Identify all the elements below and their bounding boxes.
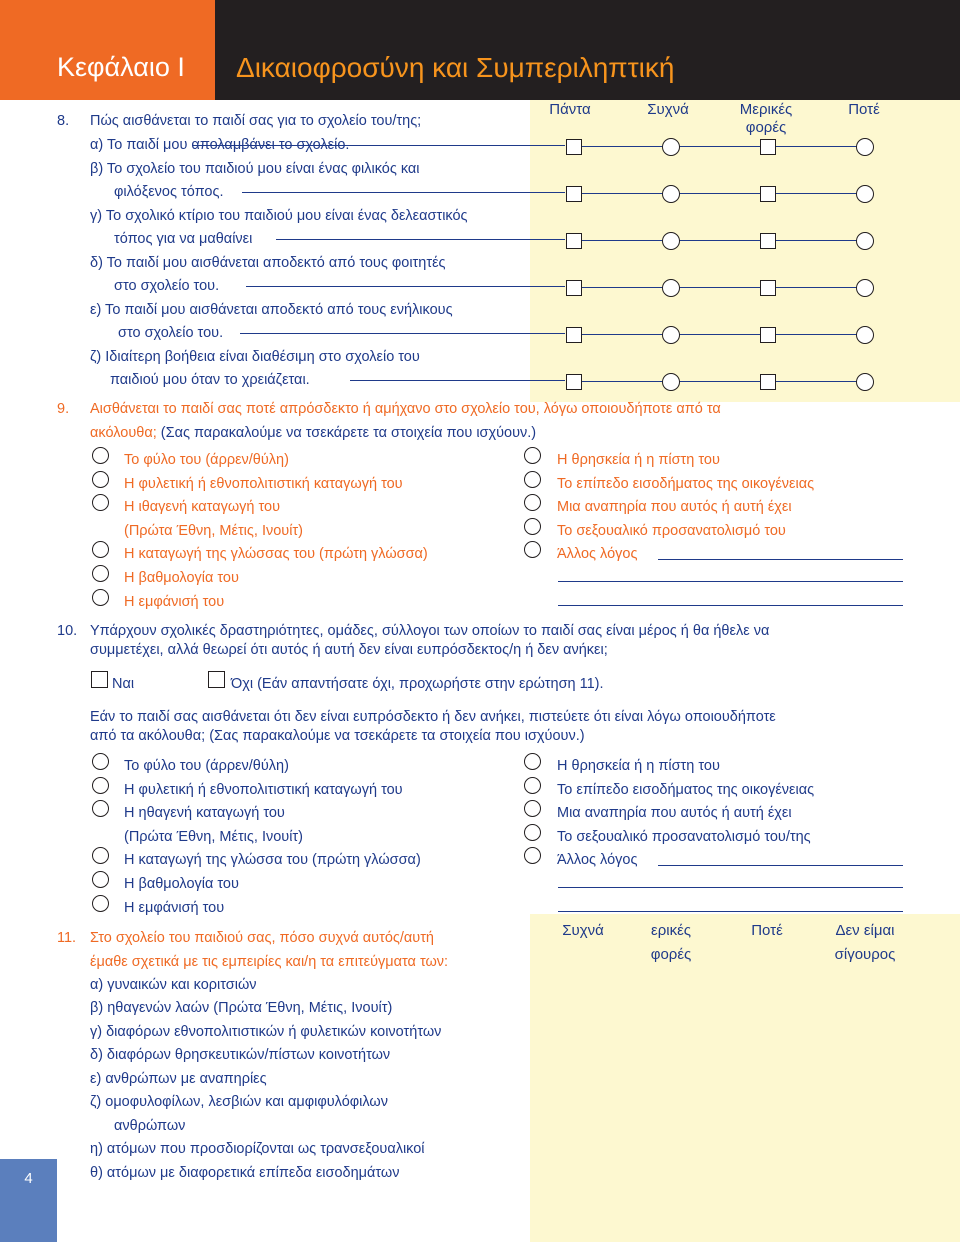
q10-opt-language: Η καταγωγή της γλώσσα του (πρώτη γλώσσα) [124,852,421,868]
q8-e-sometimes-checkbox[interactable] [760,327,776,343]
q11-question-2: έμαθε σχετικά με τις εμπειρίες και/η τα επιτεύγματα των: [90,954,449,970]
q10-language-radio[interactable] [92,847,109,864]
q11-item-g: η) ατόμων που προσδιορίζονται ως τρανσεξουαλικοί [90,1141,425,1157]
q8-b-always-checkbox[interactable] [566,186,582,202]
q8-e-never-radio[interactable] [856,326,874,344]
q8-f-often-radio[interactable] [662,373,680,391]
q10-disability-radio[interactable] [524,800,541,817]
q9-other-input-line-3[interactable] [558,605,903,606]
page-number: 4 [24,1170,33,1187]
q8-a-often-radio[interactable] [662,138,680,156]
q8-question: Πώς αισθάνεται το παιδί σας για το σχολείο του/της; [90,113,422,129]
q8-d-often-radio[interactable] [662,279,680,297]
q9-question-tail: ακόλουθα; [90,425,157,441]
q10-opt-religion: Η θρησκεία ή η πίστη του [557,758,720,774]
q9-opt-gender: Το φύλο του (άρρεν/θύλη) [124,452,289,468]
q11-item-a: α) γυναικών και κοριτσιών [90,977,257,993]
q11-col-sometimes-2: φορές [650,946,692,963]
q8-row-line [580,146,862,147]
q11-item-f-2: ανθρώπων [114,1118,186,1134]
q8-row-line [580,287,862,288]
q10-number: 10. [57,623,78,639]
q11-col-never: Ποτέ [751,922,783,939]
q9-opt-other: Άλλος λόγος [557,546,638,562]
q8-e-always-checkbox[interactable] [566,327,582,343]
q10-religion-radio[interactable] [524,753,541,770]
q8-leader-line [242,192,565,193]
q10-question: Υπάρχουν σχολικές δραστηριότητες, ομάδες, σύλλογοι των οποίων το παιδί σας είναι μέρος ή θα ήθελε να [90,623,770,639]
q8-item-f: ζ) Ιδιαίτερη βοήθεια είναι διαθέσιμη στο σχολείο του [90,349,420,365]
q10-opt-indigenous: Η ηθαγενή καταγωγή του [124,805,285,821]
q8-row-line [580,381,862,382]
q9-question: Αισθάνεται το παιδί σας ποτέ απρόσδεκτο ή αμήχανο στο σχολείο του, λόγω οποιουδήποτε από τα [90,401,721,417]
q8-leader-line [246,286,565,287]
q8-c-always-checkbox[interactable] [566,233,582,249]
q8-item-d: δ) Το παιδί μου αισθάνεται αποδεκτό από τους φοιτητές [90,255,446,271]
q10-no-label: Όχι [231,676,254,692]
q8-item-a: α) Το παιδί μου απολαμβάνει το σχολείο. [90,137,350,153]
q8-leader-line [350,380,565,381]
q11-item-e: ε) ανθρώπων με αναπηρίες [90,1071,267,1087]
q8-item-e-2: στο σχολείο του. [118,325,224,341]
q8-d-sometimes-checkbox[interactable] [760,280,776,296]
q9-opt-religion: Η θρησκεία ή η πίστη του [557,452,720,468]
q10-yes-label: Ναι [112,676,135,692]
q8-b-often-radio[interactable] [662,185,680,203]
q8-d-never-radio[interactable] [856,279,874,297]
q9-opt-orientation: Το σεξουαλικό προσανατολισμό του [557,523,786,539]
q10-no-note: (Εάν απαντήσατε όχι, προχωρήστε στην ερώτηση 11). [257,676,604,692]
q11-col-unsure: Δεν είμαι [835,922,895,939]
q8-item-c: γ) Το σχολικό κτίριο του παιδιού μου είναι ένας δελεαστικός [90,208,468,224]
q8-row-line [580,240,862,241]
q8-c-often-radio[interactable] [662,232,680,250]
q10-opt-ethnic: Η φυλετική ή εθνοπολιτιστική καταγωγή του [124,782,403,798]
q8-c-never-radio[interactable] [856,232,874,250]
q8-col-sometimes-2: φορές [745,119,787,136]
q11-col-unsure-2: σίγουρος [834,946,896,963]
q8-item-d-2: στο σχολείο του. [114,278,220,294]
q8-item-f-2: παιδιού μου όταν το χρειάζεται. [110,372,310,388]
q10-opt-disability: Μια αναπηρία που αυτός ή αυτή έχει [557,805,792,821]
q11-number: 11. [57,930,77,946]
q10-question-2: συμμετέχει, αλλά θεωρεί ότι αυτός ή αυτή δεν είναι ευπρόσδεκτος/η ή δεν ανήκει; [90,642,608,658]
q10-opt-appearance: Η εμφάνισή του [124,900,225,916]
q9-opt-disability: Μια αναπηρία που αυτός ή αυτή έχει [557,499,792,515]
q10-opt-indigenous-2: (Πρώτα Έθνη, Μέτις, Ινουίτ) [124,829,303,845]
q9-indigenous-radio[interactable] [92,494,109,511]
q10-followup-line2 [90,727,585,745]
q9-opt-appearance: Η εμφάνισή του [124,594,225,610]
q11-question: Στο σχολείο του παιδιού σας, πόσο συχνά αυτός/αυτή [90,930,434,946]
q11-item-d: δ) διαφόρων θρησκευτικών/πίστων κοινοτήτων [90,1047,391,1063]
q8-b-sometimes-checkbox[interactable] [760,186,776,202]
q10-appearance-radio[interactable] [92,895,109,912]
q8-b-never-radio[interactable] [856,185,874,203]
q10-opt-grades: Η βαθμολογία του [124,876,239,892]
q9-opt-language: Η καταγωγή της γλώσσας του (πρώτη γλώσσα) [124,546,428,562]
q9-opt-indigenous: Η ιθαγενή καταγωγή του [124,499,281,515]
q10-opt-orientation: Το σεξουαλικό προσανατολισμό του/της [557,829,811,845]
q9-appearance-radio[interactable] [92,589,109,606]
q9-income-radio[interactable] [524,471,541,488]
q10-no-checkbox[interactable] [208,671,225,688]
q10-orientation-radio[interactable] [524,824,541,841]
q8-d-always-checkbox[interactable] [566,280,582,296]
q9-other-input-line[interactable] [658,559,903,560]
q8-a-sometimes-checkbox[interactable] [760,139,776,155]
chapter-label: Κεφάλαιο I [57,52,185,82]
q8-number: 8. [57,113,70,129]
q8-col-sometimes: Μερικές [739,101,793,118]
q8-leader-line [192,145,565,146]
q9-grades-radio[interactable] [92,565,109,582]
q10-other-input-line-2[interactable] [558,887,903,888]
q9-religion-radio[interactable] [524,447,541,464]
q10-indigenous-radio[interactable] [92,800,109,817]
q10-gender-radio[interactable] [92,753,109,770]
q8-a-always-checkbox[interactable] [566,139,582,155]
q10-income-radio[interactable] [524,777,541,794]
q10-opt-gender: Το φύλο του (άρρεν/θύλη) [124,758,289,774]
q8-row-line [580,334,862,335]
q9-question-note: (Σας παρακαλούμε να τσεκάρετε τα στοιχεία που ισχύουν.) [160,425,537,441]
q8-item-b: β) Το σχολείο του παιδιού μου είναι ένας φιλικός και [90,161,420,177]
q8-c-sometimes-checkbox[interactable] [760,233,776,249]
q8-leader-line [276,239,565,240]
q10-followup-tail: από τα ακόλουθα; [90,728,206,744]
q10-other-input-line-3[interactable] [558,911,903,912]
q8-col-often: Συχνά [647,101,689,118]
q10-grades-radio[interactable] [92,871,109,888]
q10-followup-note: (Σας παρακαλούμε να τσεκάρετε τα στοιχεία που ισχύουν.) [209,728,585,744]
q9-disability-radio[interactable] [524,494,541,511]
q8-e-often-radio[interactable] [662,326,680,344]
q10-ethnic-radio[interactable] [92,777,109,794]
q10-other-radio[interactable] [524,847,541,864]
q8-item-c-2: τόπος για να μαθαίνει [114,231,253,247]
q8-leader-line [240,333,565,334]
q9-opt-indigenous-2: (Πρώτα Έθνη, Μέτις, Ινουίτ) [124,523,303,539]
q8-f-always-checkbox[interactable] [566,374,582,390]
q11-item-b: β) ηθαγενών λαών (Πρώτα Έθνη, Μέτις, Ινουίτ) [90,1000,393,1016]
title-header-block [215,0,960,100]
q10-yes-checkbox[interactable] [91,671,108,688]
q9-other-radio[interactable] [524,541,541,558]
q11-item-f: ζ) ομοφυλοφίλων, λεσβιών και αμφιφυλόφιλων [90,1094,388,1110]
q9-question-line2 [90,424,536,442]
q8-a-never-radio[interactable] [856,138,874,156]
q9-opt-ethnic: Η φυλετική ή εθνοπολιτιστική καταγωγή του [124,476,403,492]
q8-row-line [580,193,862,194]
q10-opt-income: Το επίπεδο εισοδήματος της οικογένειας [557,782,815,798]
q9-gender-radio[interactable] [92,447,109,464]
q10-followup: Εάν το παιδί σας αισθάνεται ότι δεν είναι ευπρόσδεκτο ή δεν ανήκει, πιστεύετε ότι είναι λόγω οποιουδήποτε [90,709,776,725]
q9-ethnic-radio[interactable] [92,471,109,488]
q8-f-sometimes-checkbox[interactable] [760,374,776,390]
q11-col-often: Συχνά [562,922,604,939]
q9-language-radio[interactable] [92,541,109,558]
q11-col-sometimes: ερικές [651,922,691,939]
q8-item-e: ε) Το παιδί μου αισθάνεται αποδεκτό από τους ενήλικους [90,302,453,318]
q9-orientation-radio[interactable] [524,518,541,535]
chapter-title: Δικαιοφροσύνη και Συμπεριληπτική [236,52,675,83]
q8-col-never: Ποτέ [848,101,880,118]
q9-number: 9. [57,401,70,417]
q9-opt-income: Το επίπεδο εισοδήματος της οικογένειας [557,476,815,492]
chapter-header-block [0,0,215,100]
q10-no-line [231,675,604,693]
q10-other-input-line[interactable] [658,865,903,866]
q10-opt-other: Άλλος λόγος [557,852,638,868]
q9-opt-grades: Η βαθμολογία του [124,570,239,586]
q9-other-input-line-2[interactable] [558,581,903,582]
q11-item-h: θ) ατόμων με διαφορετικά επίπεδα εισοδημάτων [90,1165,400,1181]
q8-item-b-2: φιλόξενος τόπος. [114,184,224,200]
q8-f-never-radio[interactable] [856,373,874,391]
q8-col-always: Πάντα [549,101,591,118]
q11-item-c: γ) διαφόρων εθνοπολιτιστικών ή φυλετικών κοινοτήτων [90,1024,442,1040]
